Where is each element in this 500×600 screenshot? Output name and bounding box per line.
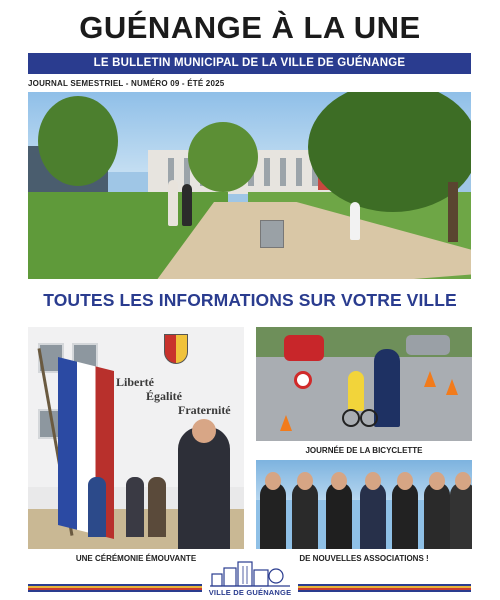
officer	[178, 427, 230, 549]
red-car	[284, 335, 324, 361]
pedestrian	[350, 202, 360, 240]
member-head	[455, 472, 471, 490]
town-skyline-icon	[210, 560, 290, 588]
child-cyclist	[348, 371, 364, 411]
instructor	[374, 349, 400, 427]
motto-liberte: Liberté	[116, 375, 154, 389]
attendee	[148, 477, 166, 537]
motto-fraternite: Fraternité	[178, 403, 231, 417]
traffic-cone-icon	[446, 379, 458, 395]
member	[424, 482, 450, 549]
issue-line: JOURNAL SEMESTRIEL - NUMÉRO 09 - ÉTÉ 2025	[28, 79, 225, 88]
pedestrian	[182, 184, 192, 226]
member	[450, 482, 472, 549]
member	[260, 482, 286, 549]
member-head	[429, 472, 445, 490]
subtitle-band: LE BULLETIN MUNICIPAL DE LA VILLE DE GUÉNANGE	[28, 53, 471, 74]
member	[292, 482, 318, 549]
attendee	[88, 477, 106, 537]
parked-car	[406, 335, 450, 355]
pedestrian	[168, 180, 178, 226]
traffic-cone-icon	[424, 371, 436, 387]
town-logo-text: VILLE DE GUÉNANGE	[208, 588, 292, 597]
bicycle-day-photo	[256, 327, 472, 441]
member-head	[365, 472, 381, 490]
member-head	[297, 472, 313, 490]
headline: TOUTES LES INFORMATIONS SUR VOTRE VILLE	[43, 290, 457, 310]
traffic-cone-icon	[280, 415, 292, 431]
associations-photo	[256, 460, 472, 549]
coat-of-arms-icon	[164, 334, 188, 364]
member	[392, 482, 418, 549]
tree-trunk	[448, 182, 458, 242]
ceremony-photo	[28, 327, 244, 549]
caption-associations: DE NOUVELLES ASSOCIATIONS !	[299, 554, 429, 563]
town-logo	[202, 560, 298, 600]
member-head	[265, 472, 281, 490]
member-head	[397, 472, 413, 490]
member-head	[331, 472, 347, 490]
road-sign-icon	[294, 371, 312, 389]
hero-park-photo	[28, 92, 471, 279]
masthead-title: GUÉNANGE À LA UNE	[79, 10, 421, 45]
trash-bin	[260, 220, 284, 248]
motto-egalite: Égalité	[146, 389, 182, 403]
tree	[188, 122, 258, 192]
officer-head	[192, 419, 216, 443]
tree	[38, 96, 118, 186]
bicycle-wheel	[342, 409, 360, 427]
caption-bicycle: JOURNÉE DE LA BICYCLETTE	[305, 446, 423, 455]
member	[326, 482, 352, 549]
caption-ceremony: UNE CÉRÉMONIE ÉMOUVANTE	[75, 554, 197, 563]
bicycle-wheel	[360, 409, 378, 427]
attendee	[126, 477, 144, 537]
member	[360, 482, 386, 549]
